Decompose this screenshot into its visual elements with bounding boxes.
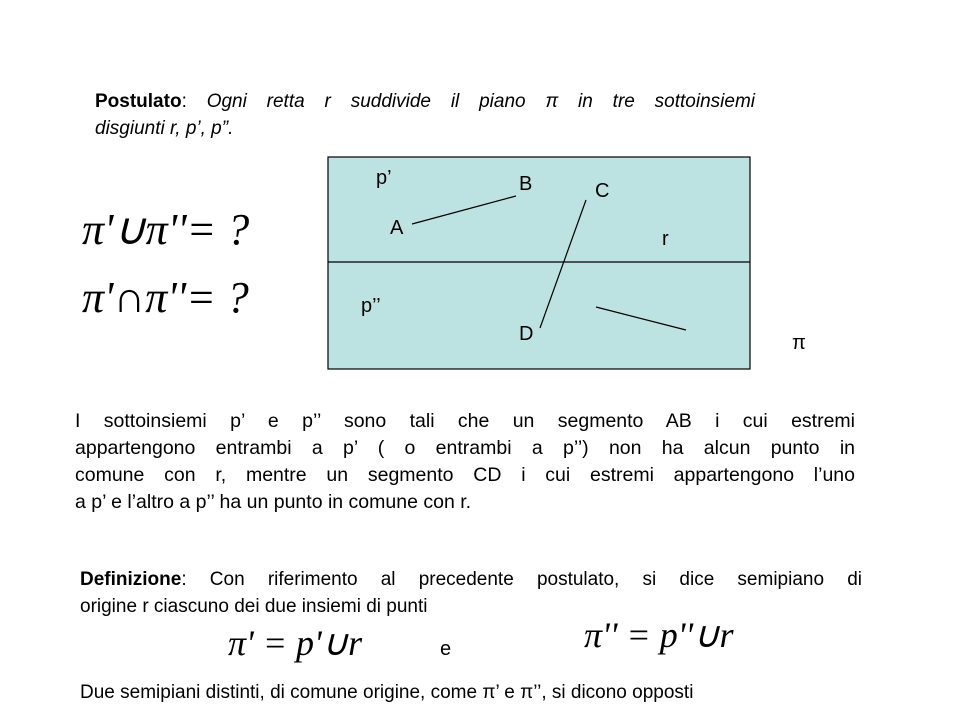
paragraph-line: I sottoinsiemi p’ e p’’ sono tali che un segmento AB i cui estremi — [75, 410, 855, 432]
intersection-formula: π'∩π''= ? — [82, 273, 249, 322]
postulate-label: Postulato — [95, 91, 182, 112]
conclusion-text: Due semipiani distinti, di comune origine, come π’ e π’’, si dicono opposti — [80, 682, 694, 703]
half-plane-1-formula: π' = p'∪r — [228, 623, 363, 663]
label-p-double-prime: p’’ — [361, 295, 381, 317]
conjunction-e: e — [440, 638, 452, 660]
definition-line-1: Definizione: Con riferimento al precedente postulato, si dice semipiano di — [80, 569, 862, 590]
label-d: D — [519, 323, 534, 345]
label-pi: π — [792, 332, 806, 354]
union-formula: π'∪π''= ? — [82, 205, 250, 254]
explanation-paragraph — [75, 408, 855, 516]
label-c: C — [595, 180, 610, 202]
label-r: r — [662, 228, 669, 250]
label-b: B — [519, 173, 533, 195]
postulate-text-1: Ogni retta r suddivide il piano π in tre sottoinsiemi — [206, 91, 755, 112]
paragraph-line: a p’ e l’altro a p’’ ha un punto in comune con r. — [75, 491, 472, 513]
label-a: A — [390, 217, 404, 239]
postulate-text-2: disgiunti r, p’, p”. — [95, 118, 234, 139]
definition-label: Definizione — [80, 569, 182, 590]
postulate-line-1: Postulato: Ogni retta r suddivide il piano π in tre sottoinsiemi — [95, 91, 755, 112]
paragraph-line: comune con r, mentre un segmento CD i cui estremi appartengono l’uno — [75, 464, 855, 486]
label-p-prime: p’ — [376, 167, 392, 189]
paragraph-line: appartengono entrambi a p’ ( o entrambi a p’’) non ha alcun punto in — [75, 437, 855, 459]
half-plane-2-formula: π'' = p''∪r — [584, 615, 734, 655]
definition-line-2: origine r ciascuno dei due insiemi di punti — [80, 596, 428, 617]
definition-block — [80, 566, 862, 620]
